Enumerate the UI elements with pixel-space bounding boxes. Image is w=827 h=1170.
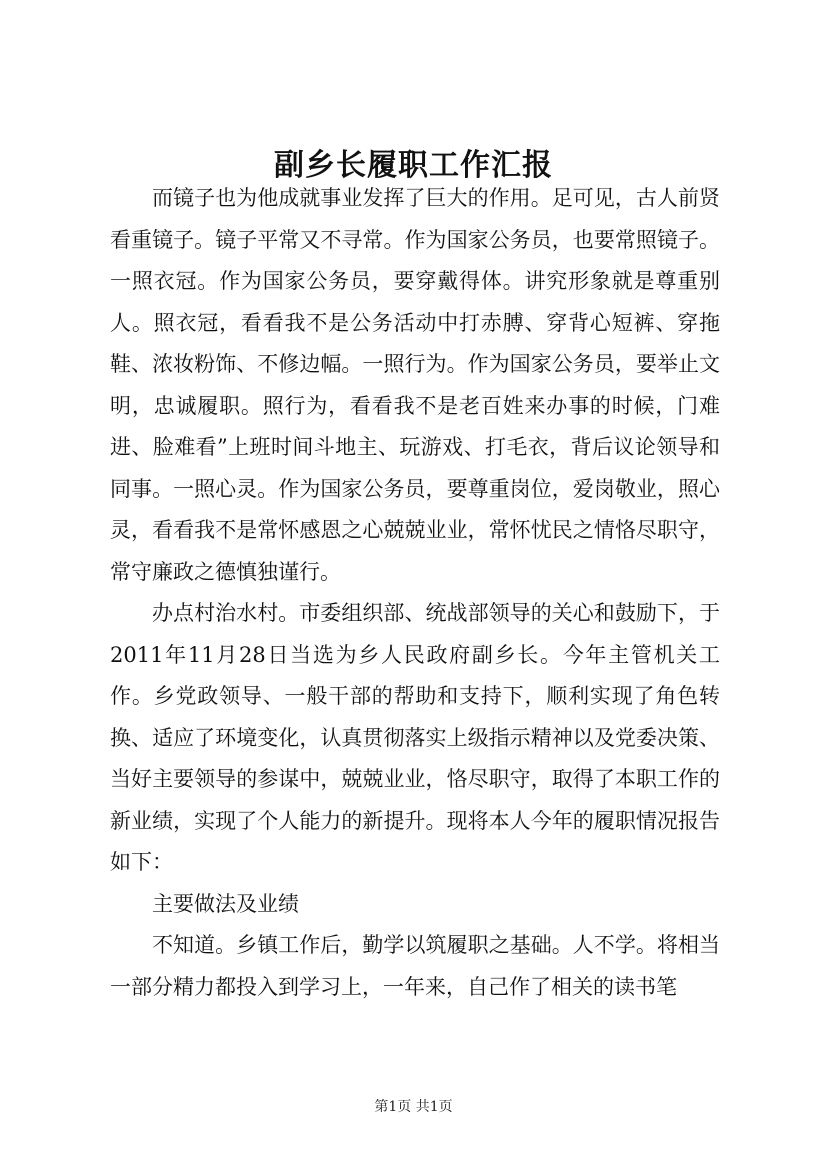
paragraph-introduction: 办点村治水村。市委组织部、统战部领导的关心和鼓励下，于2011年11月28日当选为乡人民政府副乡长。今年主管机关工作。乡党政领导、一般干部的帮助和支持下，顺利实现了角色转换、适应了环境变化，认真贯彻落实上级指示精神以及党委决策、当好主要领导的参谋中，兢兢业业，恪尽职守，取得了本职工作的新业绩，实现了个人能力的新提升。现将本人今年的履职情况报告如下： bbox=[110, 601, 720, 874]
section-heading: 主要做法及业绩 bbox=[152, 891, 299, 916]
paragraph-mirror: 而镜子也为他成就事业发挥了巨大的作用。足可见，古人前贤看重镜子。镜子平常又不寻常。作为国家公务员，也要常照镜子。一照衣冠。作为国家公务员，要穿戴得体。讲究形象就是尊重别人。照衣冠，看看我不是公务活动中打赤膊、穿背心短裤、穿拖鞋、浓妆粉饰、不修边幅。一照行为。作为国家公务员，要举止文明，忠诚履职。照行为，看看我不是老百姓来办事的时候，门难进、脸难看”上班时间斗地主、玩游戏、打毛衣，背后议论领导和同事。一照心灵。作为国家公务员，要尊重岗位，爱岗敬业，照心灵，看看我不是常怀感恩之心兢兢业业，常怀忧民之情恪尽职守，常守廉政之德慎独谨行。 bbox=[110, 186, 720, 584]
page-footer: 第1页 共1页 bbox=[374, 1099, 453, 1115]
document-title: 副乡长履职工作汇报 bbox=[274, 148, 553, 183]
document-body bbox=[110, 178, 720, 1008]
paragraph-study: 不知道。乡镇工作后，勤学以筑履职之基础。人不学。将相当一部分精力都投入到学习上，一年来，自己作了相关的读书笔 bbox=[110, 933, 720, 999]
